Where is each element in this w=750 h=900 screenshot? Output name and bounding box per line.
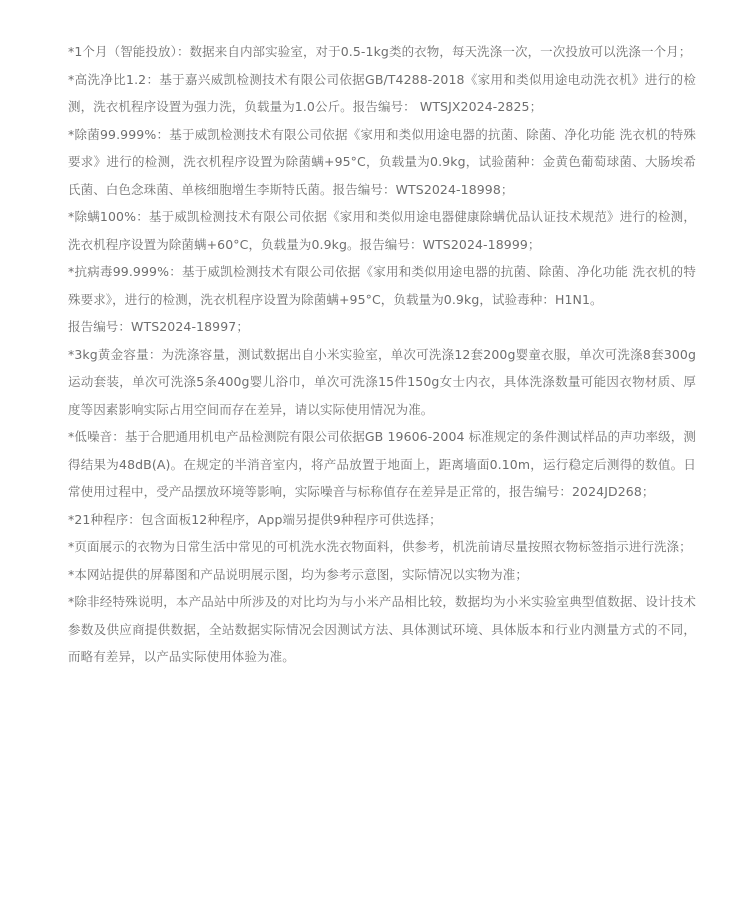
note-low-noise: *低噪音：基于合肥通用机电产品检测院有限公司依据GB 19606-2004 标准规定的条件测试样品的声功率级，测得结果为48dB(A)。在规定的半消音室内，将产品放置于地面上，距离墙面0.10m，运行稳定后测得的数值。日常使用过程中，受产品摆放环境等影响，实际噪音与标称值存在差异是正常的，报告编号：2024JD268；: [68, 429, 696, 499]
note-screen-images: *本网站提供的屏幕图和产品说明展示图，均为参考示意图，实际情况以实物为准；: [68, 566, 528, 582]
note-comparison: *除非经特殊说明，本产品站中所涉及的对比均为与小米产品相比较，数据均为小米实验室典型值数据、设计技术参数及供应商提供数据，全站数据实际情况会因测试方法、具体测试环境、具体版本和行业内测量方式的不同，而略有差异，以产品实际使用体验为准。: [68, 594, 696, 664]
note-programs: *21种程序：包含面板12种程序，App端另提供9种程序可供选择；: [68, 511, 442, 527]
note-antiviral: *抗病毒99.999%：基于威凯检测技术有限公司依据《家用和类似用途电器的抗菌、除菌、净化功能 洗衣机的特殊要求》，进行的检测，洗衣机程序设置为除菌螨+95°C，负载量为0.9kg，试验毒种：H1N1。: [68, 264, 696, 307]
note-antibacterial: *除菌99.999%：基于威凯检测技术有限公司依据《家用和类似用途电器的抗菌、除菌、净化功能 洗衣机的特殊要求》进行的检测，洗衣机程序设置为除菌螨+95°C，负载量为0.9kg，试验菌种：金黄色葡萄球菌、大肠埃希氏菌、白色念珠菌、单核细胞增生李斯特氏菌。报告编号：WTS2024-18998；: [68, 126, 696, 197]
note-capacity: *3kg黄金容量：为洗涤容量，测试数据出自小米实验室，单次可洗涤12套200g婴童衣服，单次可洗涤8套300g运动套装，单次可洗涤5条400g婴儿浴巾，单次可洗涤15件150g女士内衣，具体洗涤数量可能因衣物材质、厚度等因素影响实际占用空间而存在差异，请以实际使用情况为准。: [68, 346, 696, 417]
note-smart-dosing: *1个月（智能投放）：数据来自内部实验室，对于0.5-1kg类的衣物，每天洗涤一次，一次投放可以洗涤一个月；: [68, 44, 692, 59]
note-fabric-display: *页面展示的衣物为日常生活中常见的可机洗水洗衣物面料，供参考，机洗前请尽量按照衣物标签指示进行洗涤；: [68, 539, 692, 554]
disclaimer-notes: [68, 38, 696, 671]
note-antiviral-report: 报告编号：WTS2024-18997；: [68, 319, 249, 334]
note-mite-removal: *除螨100%：基于威凯检测技术有限公司依据《家用和类似用途电器健康除螨优品认证技术规范》进行的检测，洗衣机程序设置为除菌螨+60°C，负载量为0.9kg。报告编号：WTS2024-18999；: [68, 209, 696, 252]
note-cleaning-ratio: *高洗净比1.2：基于嘉兴威凯检测技术有限公司依据GB/T4288-2018《家用和类似用途电动洗衣机》进行的检测，洗衣机程序设置为强力洗，负载量为1.0公斤。报告编号： WTSJX2024-2825；: [68, 71, 696, 114]
